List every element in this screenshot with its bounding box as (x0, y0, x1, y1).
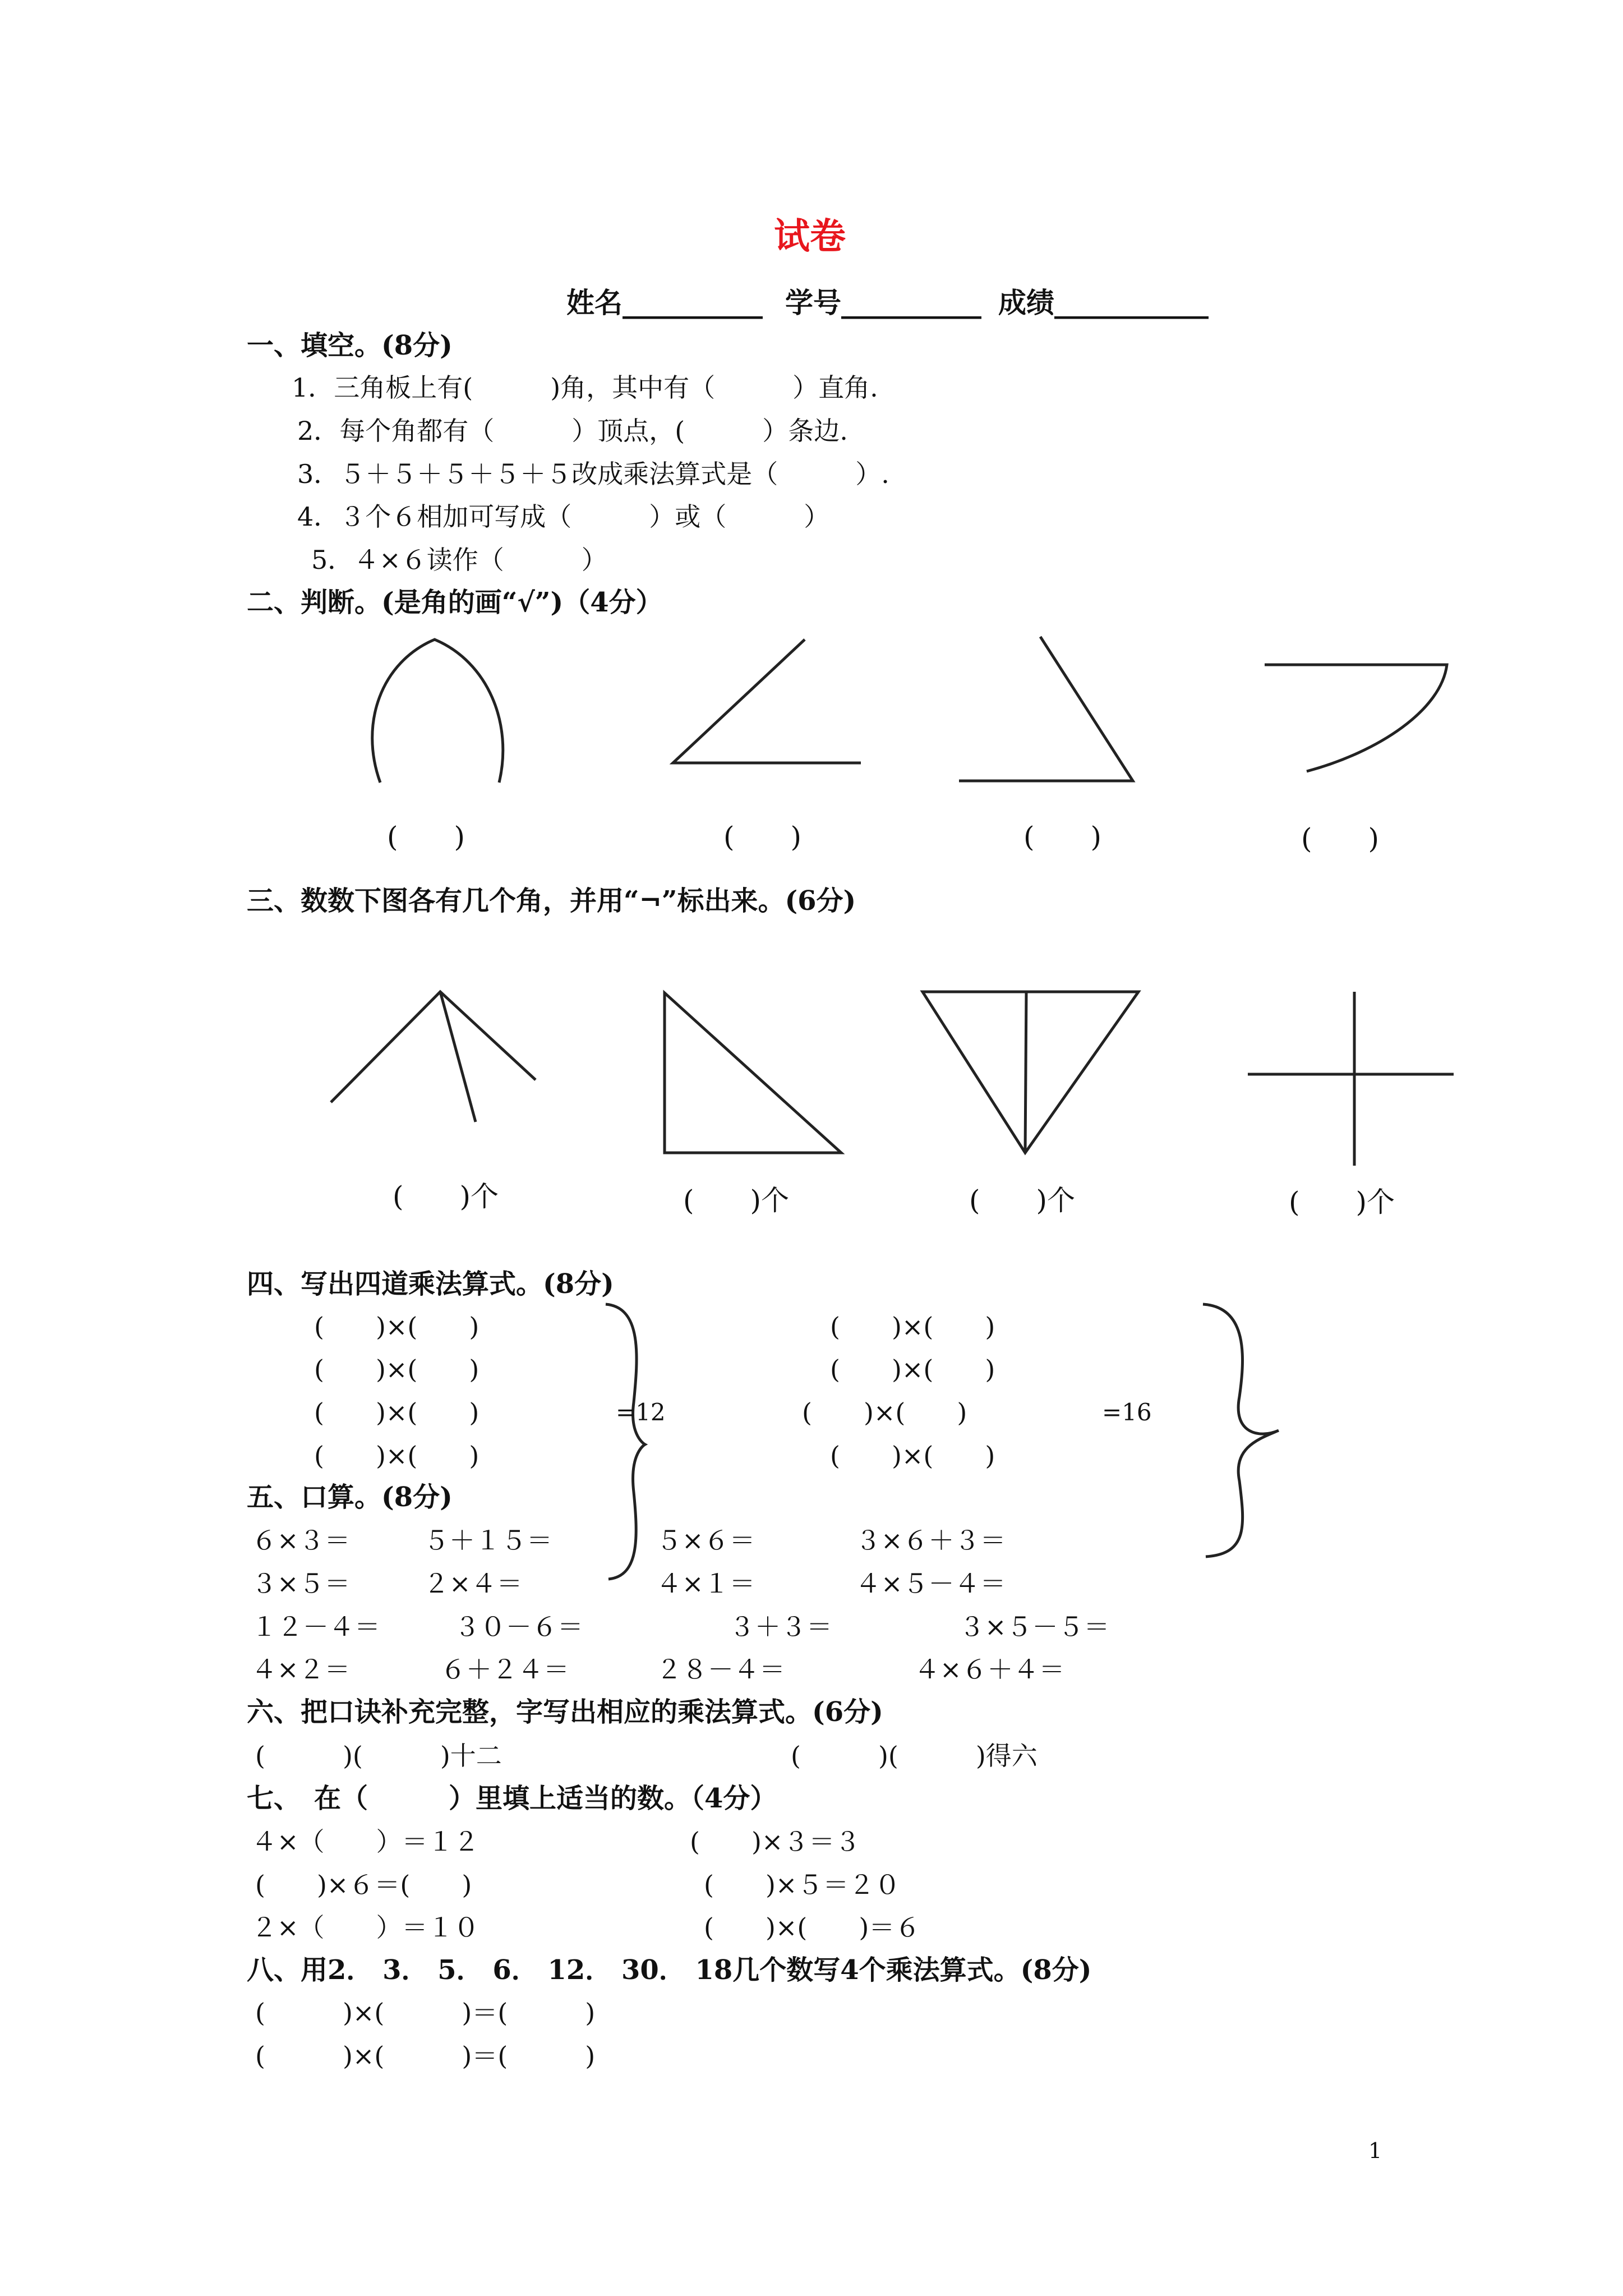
s1-question-3: 3．５＋５＋５＋５＋５改成乘法算式是（ ）. (297, 459, 889, 489)
oral-calc-item: ２８－４＝ (656, 1654, 785, 1685)
s4-equals-12: =12 (616, 1398, 666, 1426)
s6-left-rhyme[interactable]: ( )( )十二 (255, 1741, 502, 1771)
score-field-label: 成绩___________ (998, 286, 1209, 319)
s4-left-row-2[interactable]: ( )×( ) (314, 1354, 479, 1384)
oral-calc-item: ３×６＋３＝ (855, 1525, 1006, 1556)
s2-answer-blank-4[interactable]: ( ) (1301, 822, 1380, 855)
s4-left-row-3[interactable]: ( )×( ) (314, 1397, 479, 1428)
oral-calc-item: ５×６＝ (656, 1525, 755, 1556)
section-3-heading: 三、数数下图各有几个角，并用“¬”标出来。(6分) (247, 885, 856, 917)
s4-left-row-1[interactable]: ( )×( ) (314, 1312, 479, 1342)
s7-right-3[interactable]: ( )×( )＝６ (704, 1912, 921, 1943)
oral-calc-item: ６×３＝ (251, 1525, 351, 1556)
s4-equals-16: =16 (1102, 1398, 1152, 1426)
section-8-heading: 八、用2． 3． 5． 6． 12． 30． 18几个数写4个乘法算式。(8分) (247, 1954, 1092, 1986)
s2-answer-blank-1[interactable]: ( ) (387, 821, 465, 853)
s7-left-1[interactable]: ４×（ ）＝１２ (251, 1826, 479, 1857)
page-number: 1 (1368, 2138, 1382, 2163)
oral-calc-item: ２×４＝ (423, 1568, 523, 1599)
oral-calc-item: １２－４＝ (251, 1612, 380, 1642)
s4-right-row-4[interactable]: ( )×( ) (830, 1441, 995, 1471)
s3-answer-blank-4[interactable]: ( )个 (1289, 1186, 1395, 1218)
curve-edge-figure (1265, 665, 1447, 771)
s1-question-5: 5．４×６读作（ ） (311, 545, 607, 575)
oral-calc-item: ４×２＝ (251, 1654, 351, 1685)
s1-question-4: 4．３个６相加可写成（ ）或（ ） (297, 501, 830, 532)
divided-triangle-figure (923, 992, 1138, 1153)
s7-left-2[interactable]: ( )×６＝( ) (255, 1870, 472, 1900)
oral-calc-item: ３×５－５＝ (959, 1612, 1110, 1642)
s1-question-2: 2．每个角都有（ ）顶点，( ）条边. (297, 416, 848, 446)
oral-calc-item: ６＋２４＝ (440, 1654, 569, 1685)
section-2-heading: 二、判断。(是角的画“√”)（4分） (247, 587, 663, 618)
oral-calc-item: ４×５－４＝ (855, 1568, 1006, 1599)
student-id-field-label: 学号__________ (785, 286, 981, 319)
s8-row-1[interactable]: ( )×( )＝( ) (255, 1998, 596, 2028)
s3-answer-blank-3[interactable]: ( )个 (969, 1184, 1076, 1217)
section-1-heading: 一、填空。(8分) (247, 330, 453, 361)
s2-answer-blank-3[interactable]: ( ) (1023, 821, 1102, 853)
section-6-heading: 六、把口诀补充完整，字写出相应的乘法算式。(6分) (247, 1696, 883, 1728)
oral-calc-item: ３０－６＝ (454, 1612, 583, 1642)
s7-right-1[interactable]: ( )×３＝３ (690, 1826, 861, 1857)
divided-triangle-median (1025, 992, 1026, 1153)
oral-calc-item: ５＋１５＝ (423, 1525, 552, 1556)
right-brace (1203, 1304, 1279, 1557)
oral-calc-item: ３＋３＝ (729, 1612, 832, 1642)
oral-calc-item: ４×１＝ (656, 1568, 755, 1599)
s8-row-2[interactable]: ( )×( )＝( ) (255, 2041, 596, 2071)
s7-right-2[interactable]: ( )×５＝２０ (704, 1870, 901, 1900)
section-7-heading: 七、 在（ ）里填上适当的数。（4分） (247, 1783, 777, 1814)
right-triangle-figure (665, 993, 841, 1153)
s4-right-row-2[interactable]: ( )×( ) (830, 1354, 995, 1384)
left-brace (606, 1304, 645, 1579)
section-4-heading: 四、写出四道乘法算式。(8分) (247, 1268, 614, 1300)
s1-question-1: 1．三角板上有( )角，其中有（ ）直角. (292, 372, 878, 403)
s7-left-3[interactable]: ２×（ ）＝１０ (251, 1912, 479, 1943)
angle-count-figure-1-ray (440, 992, 476, 1122)
name-field-label: 姓名__________ (566, 286, 763, 319)
s4-right-row-1[interactable]: ( )×( ) (830, 1312, 995, 1342)
arch-curve-figure (372, 639, 503, 783)
oral-calc-item: ３×５＝ (251, 1568, 351, 1599)
oral-calc-item: ４×６＋４＝ (914, 1654, 1065, 1685)
section-5-heading: 五、口算。(8分) (247, 1481, 453, 1513)
page-title: 试卷 (774, 215, 846, 257)
s6-right-rhyme[interactable]: ( )( )得六 (791, 1741, 1038, 1771)
s3-answer-blank-2[interactable]: ( )个 (683, 1184, 790, 1217)
angle-figure-2 (959, 637, 1133, 781)
s4-right-row-3[interactable]: ( )×( ) (802, 1397, 967, 1428)
angle-count-figure-1 (331, 992, 536, 1102)
s2-answer-blank-2[interactable]: ( ) (723, 821, 802, 853)
s3-answer-blank-1[interactable]: ( )个 (393, 1180, 499, 1213)
s4-left-row-4[interactable]: ( )×( ) (314, 1441, 479, 1471)
angle-figure-1 (673, 639, 861, 763)
